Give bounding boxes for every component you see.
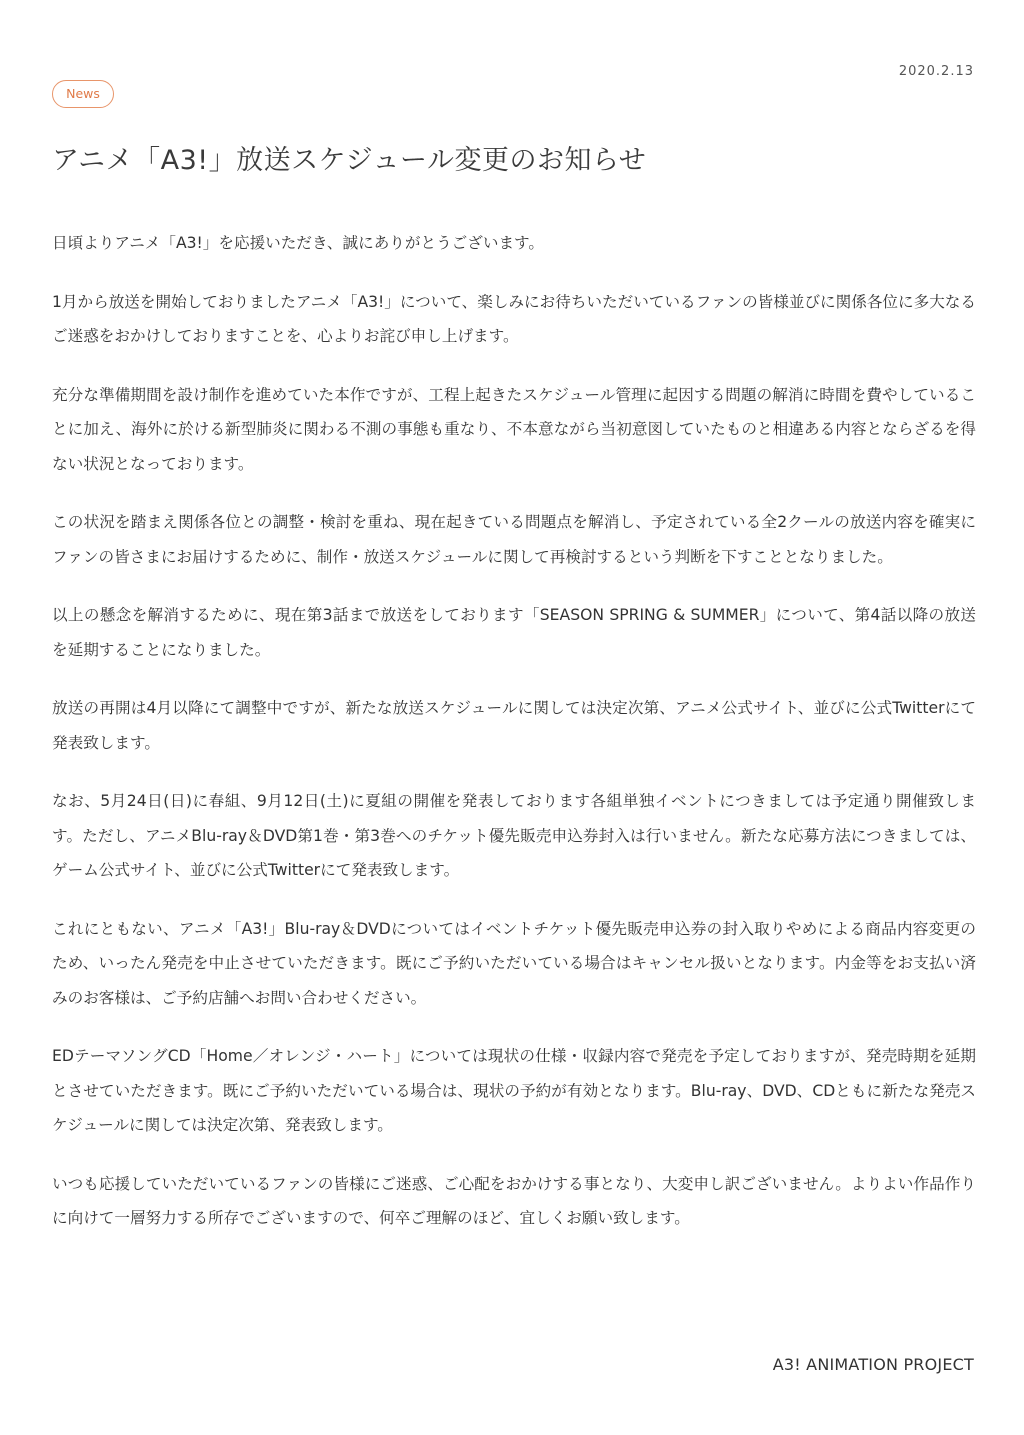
- signature: A3! ANIMATION PROJECT: [772, 1355, 974, 1374]
- article-paragraph: 以上の懸念を解消するために、現在第3話まで放送をしております「SEASON SPRING & SUMMER」について、第4話以降の放送を延期することになりました。: [52, 606, 976, 659]
- article-paragraph: 日頃よりアニメ「A3!」を応援いただき、誠にありがとうございます。: [52, 234, 545, 252]
- article-paragraph: 1月から放送を開始しておりましたアニメ「A3!」について、楽しみにお待ちいただいているファンの皆様並びに関係各位に多大なるご迷惑をおかけしておりますことを、心よりお詫び申し上げます。: [52, 292, 976, 345]
- news-category-badge[interactable]: News: [52, 80, 114, 108]
- article-paragraph: いつも応援していただいているファンの皆様にご迷惑、ご心配をおかけする事となり、大変申し訳ございません。よりよい作品作りに向けて一層努力する所存でございますので、何卒ご理解のほど、宜しくお願い致します。: [52, 1174, 976, 1227]
- article-body: [52, 226, 976, 1260]
- publish-date: 2020.2.13: [898, 64, 974, 79]
- article-paragraph: これにともない、アニメ「A3!」Blu-ray＆DVDについてはイベントチケット優先販売申込券の封入取りやめによる商品内容変更のため、いったん発売を中止させていただきます。既にご予約いただいている場合はキャンセル扱いとなります。内金等をお支払い済みのお客様は、ご予約店舗へお問い合わせください。: [52, 919, 976, 1007]
- article-paragraph: 放送の再開は4月以降にて調整中ですが、新たな放送スケジュールに関しては決定次第、アニメ公式サイト、並びに公式Twitterにて発表致します。: [52, 699, 976, 752]
- article-paragraph: EDテーマソングCD「Home／オレンジ・ハート」については現状の仕様・収録内容で発売を予定しておりますが、発売時期を延期とさせていただきます。既にご予約いただいている場合は、現状の予約が有効となります。Blu-ray、DVD、CDともに新たな発売スケジュールに関しては決定次第、発表致します。: [52, 1047, 976, 1134]
- article-paragraph: なお、5月24日(日)に春組、9月12日(土)に夏組の開催を発表しております各組単独イベントにつきましては予定通り開催致します。ただし、アニメBlu-ray＆DVD第1巻・第3巻へのチケット優先販売申込券封入は行いません。新たな応募方法につきましては、ゲーム公式サイト、並びに公式Twitterにて発表致します。: [52, 792, 976, 879]
- article-paragraph: この状況を踏まえ関係各位との調整・検討を重ね、現在起きている問題点を解消し、予定されている全2クールの放送内容を確実にファンの皆さまにお届けするために、制作・放送スケジュールに関して再検討するという判断を下すこととなりました。: [52, 513, 976, 566]
- page-title: アニメ「A3!」放送スケジュール変更のお知らせ: [52, 145, 647, 176]
- article-paragraph: 充分な準備期間を設け制作を進めていた本作ですが、工程上起きたスケジュール管理に起因する問題の解消に時間を費やしていることに加え、海外に於ける新型肺炎に関わる不測の事態も重なり、不本意ながら当初意図していたものと相違ある内容とならざるを得ない状況となっております。: [52, 385, 976, 473]
